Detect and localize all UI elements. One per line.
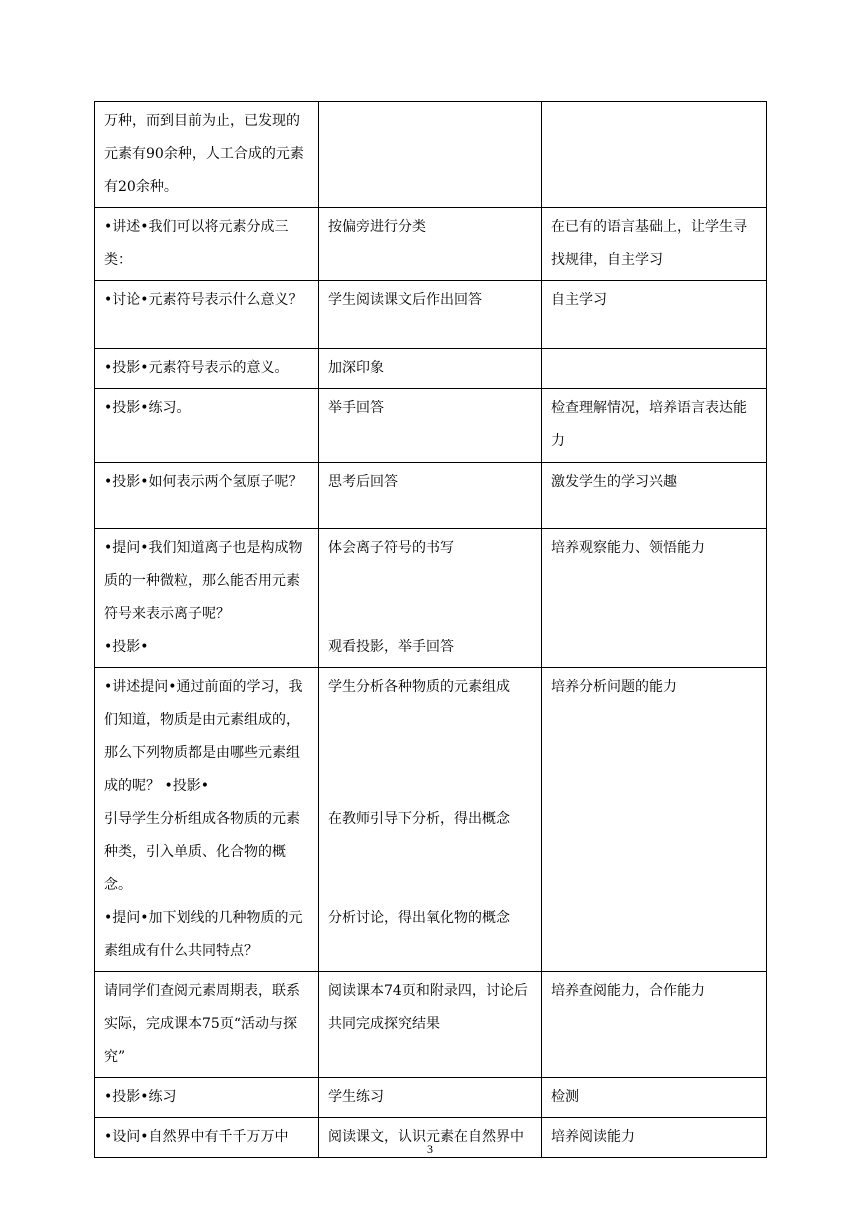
student-activity-cell [319,281,542,349]
cell-paragraph: 在已有的语言基础上，让学生寻找规律，自主学习 [551,219,747,268]
design-intent-cell [542,463,767,529]
cell-paragraph: •投影•如何表示两个氢原子呢？ [104,474,303,490]
student-activity-cell [319,668,542,972]
cell-paragraph: 引导学生分析组成各物质的元素种类，引入单质、化合物的概念。 [104,811,300,893]
teacher-activity-cell [95,972,319,1078]
cell-paragraph [328,836,535,869]
student-activity-cell [319,1078,542,1118]
cell-paragraph: •投影•元素符号表示的意义。 [104,360,289,376]
cell-paragraph: 培养查阅能力，合作能力 [551,983,705,999]
cell-paragraph: •投影•练习。 [104,400,191,416]
cell-paragraph: •讲述提问•通过前面的学习，我们知道，物质是由元素组成的，那么下列物质都是由哪些元素组成的呢？ •投影• [104,679,303,794]
cell-paragraph [328,869,535,902]
cell-paragraph: 体会离子符号的书写 [328,540,454,556]
table-row [95,208,767,281]
cell-paragraph: •投影•练习 [104,1089,177,1105]
student-activity-cell [319,972,542,1078]
cell-paragraph: 检查理解情况，培养语言表达能力 [551,400,747,449]
cell-paragraph: •提问•加下划线的几种物质的元素组成有什么共同特点？ [104,910,303,959]
cell-paragraph: •投影• [104,639,149,655]
cell-paragraph: •讲述•我们可以将元素分成三类： [104,219,289,268]
cell-paragraph: 举手回答 [328,400,384,416]
table-row [95,1078,767,1118]
cell-paragraph [328,704,535,737]
teacher-activity-cell [95,349,319,389]
student-activity-cell [319,529,542,668]
cell-paragraph: 培养阅读能力 [551,1129,635,1145]
design-intent-cell [542,529,767,668]
page-number: 3 [427,1142,433,1156]
cell-paragraph: 培养观察能力、领悟能力 [551,540,705,556]
cell-paragraph: 万种，而到目前为止，已发现的元素有90余种，人工合成的元素有20余种。 [104,113,304,195]
teacher-activity-cell [95,102,319,208]
design-intent-cell [542,281,767,349]
cell-paragraph: 阅读课文，认识元素在自然界中 [328,1129,524,1145]
table-row [95,389,767,463]
cell-paragraph: 学生练习 [328,1089,384,1105]
table-row [95,463,767,529]
teacher-activity-cell [95,208,319,281]
table-row [95,529,767,668]
student-activity-cell [319,349,542,389]
table-row [95,349,767,389]
cell-paragraph: •设问•自然界中有千千万万中 [104,1129,289,1145]
cell-paragraph: 学生阅读课文后作出回答 [328,292,482,308]
cell-paragraph: 分析讨论，得出氧化物的概念 [328,910,510,926]
cell-paragraph: •讨论•元素符号表示什么意义？ [104,292,303,308]
design-intent-cell [542,349,767,389]
cell-paragraph [328,598,535,631]
design-intent-cell [542,102,767,208]
design-intent-cell [542,972,767,1078]
table-row [95,102,767,208]
cell-paragraph: 学生分析各种物质的元素组成 [328,679,510,695]
table-row [95,972,767,1078]
teacher-activity-cell [95,668,319,972]
cell-paragraph: 阅读课本74页和附录四，讨论后共同完成探究结果 [328,983,528,1032]
student-activity-cell [319,463,542,529]
cell-paragraph: 检测 [551,1089,579,1105]
design-intent-cell [542,389,767,463]
table-row [95,281,767,349]
cell-paragraph: •提问•我们知道离子也是构成物质的一种微粒，那么能否用元素符号来表示离子呢？ [104,540,303,622]
design-intent-cell [542,668,767,972]
table-row [95,668,767,972]
student-activity-cell [319,389,542,463]
teacher-activity-cell [95,463,319,529]
cell-paragraph: 请同学们查阅元素周期表，联系实际，完成课本75页“活动与探究” [104,983,300,1065]
cell-paragraph [328,565,535,598]
cell-paragraph: 加深印象 [328,360,384,376]
cell-paragraph: 思考后回答 [328,474,398,490]
cell-paragraph: 在教师引导下分析，得出概念 [328,811,510,827]
cell-paragraph [328,737,535,770]
student-activity-cell [319,208,542,281]
cell-paragraph [328,770,535,803]
design-intent-cell [542,1078,767,1118]
teacher-activity-cell [95,281,319,349]
cell-paragraph: 观看投影，举手回答 [328,639,454,655]
design-intent-cell [542,208,767,281]
cell-paragraph: 激发学生的学习兴趣 [551,474,677,490]
teacher-activity-cell [95,1078,319,1118]
cell-paragraph: 培养分析问题的能力 [551,679,677,695]
lesson-plan-table [94,101,767,1158]
teacher-activity-cell [95,389,319,463]
student-activity-cell [319,102,542,208]
cell-paragraph: 自主学习 [551,292,607,308]
teacher-activity-cell [95,529,319,668]
cell-paragraph: 按偏旁进行分类 [328,219,426,235]
